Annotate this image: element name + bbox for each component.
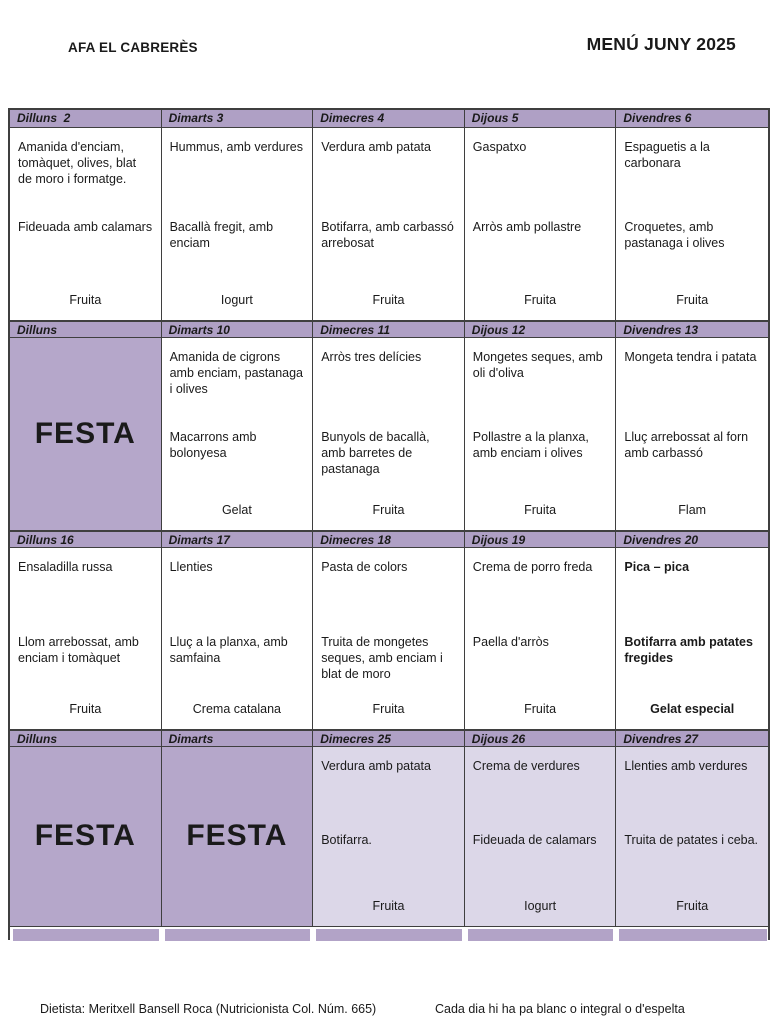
menu-cell (616, 548, 768, 729)
first-course-text: Mongetes seques, amb oli d'oliva (472, 350, 603, 380)
day-header-cell: Dimarts 17 (162, 530, 314, 548)
second-course-text: Paella d'arròs (472, 635, 549, 650)
bread-note: Cada dia hi ha pa blanc o integral o d'espelta (435, 1002, 685, 1016)
festa-label: FESTA (34, 819, 136, 853)
menu-cell (313, 747, 465, 927)
menu-month-title: MENÚ JUNY 2025 (586, 34, 736, 54)
second-course-text: Botifarra. (321, 833, 372, 848)
first-course-text: Crema de verdures (472, 759, 580, 773)
first-course-text: Ensaladilla russa (18, 560, 113, 574)
menu-cell (162, 128, 314, 320)
bottom-band-bar (468, 929, 614, 941)
dessert-text: Fruita (372, 293, 405, 307)
menu-cell (10, 128, 162, 320)
organization-title: AFA EL CABRERÈS (68, 40, 198, 55)
dessert-text: Fruita (676, 899, 709, 913)
dessert-text: Fruita (69, 293, 102, 307)
first-course-text: Amanida d'enciam, tomàquet, olives, blat de moro i formatge. (18, 140, 137, 186)
second-course-text: Lluç arrebossat al forn amb carbassó (624, 430, 749, 461)
bottom-band-cell (465, 927, 617, 942)
dessert-text: Fruita (524, 503, 557, 517)
menu-cell (465, 128, 617, 320)
second-course-text: Truita de mongetes seques, amb enciam i blat de moro (321, 635, 443, 682)
day-header-cell: Dilluns 2 (10, 110, 162, 128)
menu-cell (313, 338, 465, 530)
first-course-text: Llenties amb verdures (624, 759, 748, 773)
dessert-text: Fruita (372, 899, 405, 913)
first-course-text: Pasta de colors (321, 560, 408, 574)
menu-cell (162, 548, 314, 729)
festa-cell (162, 747, 314, 927)
first-course-text: Pica – pica (624, 560, 690, 574)
menu-cell (465, 548, 617, 729)
second-course-text: Botifarra, amb carbassó arrebosat (321, 220, 454, 251)
first-course-text: Hummus, amb verdures (169, 140, 303, 154)
dessert-text: Iogurt (524, 899, 557, 913)
first-course-text: Gaspatxo (472, 140, 527, 154)
festa-label: FESTA (186, 819, 288, 853)
menu-cell (313, 128, 465, 320)
festa-label: FESTA (34, 416, 136, 450)
first-course-text: Verdura amb patata (321, 140, 431, 154)
second-course-text: Lluç a la planxa, amb samfaina (169, 635, 288, 666)
second-course-text: Pollastre a la planxa, amb enciam i olives (472, 430, 589, 461)
dessert-text: Fruita (69, 702, 102, 716)
second-course-text: Llom arrebossat, amb enciam i tomàquet (18, 635, 139, 666)
day-header-cell: Divendres 6 (616, 110, 768, 128)
day-header-cell: Dimecres 18 (313, 530, 465, 548)
bottom-band-bar (619, 929, 767, 941)
second-course-text: Croquetes, amb pastanaga i olives (624, 220, 725, 251)
bottom-band-bar (165, 929, 311, 941)
menu-cell (10, 548, 162, 729)
dessert-text: Gelat (221, 503, 252, 517)
day-header-cell: Dimecres 4 (313, 110, 465, 128)
dessert-text: Crema catalana (192, 702, 282, 716)
second-course-text: Bunyols de bacallà, amb barretes de pastanaga (321, 430, 430, 477)
festa-cell (10, 338, 162, 530)
dietitian-note: Dietista: Meritxell Bansell Roca (Nutricionista Col. Núm. 665) (40, 1002, 377, 1016)
menu-cell (616, 128, 768, 320)
day-header-cell: Dijous 26 (465, 729, 617, 747)
day-header-cell: Divendres 27 (616, 729, 768, 747)
menu-cell (313, 548, 465, 729)
bottom-band-bar (316, 929, 462, 941)
menu-table (8, 108, 770, 940)
festa-cell (10, 747, 162, 927)
day-header-cell: Dimecres 25 (313, 729, 465, 747)
day-header-cell: Dilluns (10, 729, 162, 747)
second-course-text: Arròs amb pollastre (472, 220, 582, 235)
menu-cell (162, 338, 314, 530)
second-course-text: Truita de patates i ceba. (624, 833, 759, 848)
day-header-cell: Dimecres 11 (313, 320, 465, 338)
day-header-cell: Dijous 12 (465, 320, 617, 338)
menu-cell (616, 338, 768, 530)
day-header-cell: Dimarts (162, 729, 314, 747)
dessert-text: Gelat especial (650, 702, 735, 716)
day-header-cell: Divendres 20 (616, 530, 768, 548)
dessert-text: Fruita (372, 702, 405, 716)
menu-cell (465, 338, 617, 530)
day-header-cell: Dijous 19 (465, 530, 617, 548)
bottom-band-cell (616, 927, 768, 942)
day-header-cell: Dimarts 10 (162, 320, 314, 338)
day-header-cell: Dijous 5 (465, 110, 617, 128)
day-header-cell: Divendres 13 (616, 320, 768, 338)
first-course-text: Verdura amb patata (321, 759, 431, 773)
bottom-band-bar (13, 929, 159, 941)
dessert-text: Iogurt (220, 293, 253, 307)
menu-cell (616, 747, 768, 927)
menu-cell (465, 747, 617, 927)
first-course-text: Arròs tres delícies (321, 350, 422, 364)
first-course-text: Llenties (169, 560, 213, 574)
bottom-band-cell (162, 927, 314, 942)
bottom-band-cell (10, 927, 162, 942)
day-header-cell: Dilluns 16 (10, 530, 162, 548)
second-course-text: Fideuada amb calamars (18, 220, 153, 235)
bottom-band-cell (313, 927, 465, 942)
dessert-text: Fruita (372, 503, 405, 517)
second-course-text: Fideuada de calamars (472, 833, 597, 848)
dessert-text: Fruita (524, 293, 557, 307)
day-header-cell: Dimarts 3 (162, 110, 314, 128)
second-course-text: Macarrons amb bolonyesa (169, 430, 257, 461)
first-course-text: Mongeta tendra i patata (624, 350, 757, 364)
second-course-text: Bacallà fregit, amb enciam (169, 220, 274, 251)
second-course-text: Botifarra amb patates fregides (624, 635, 753, 666)
day-header-cell: Dilluns (10, 320, 162, 338)
first-course-text: Espaguetis a la carbonara (624, 140, 710, 170)
dessert-text: Fruita (676, 293, 709, 307)
dessert-text: Flam (678, 503, 707, 517)
dessert-text: Fruita (524, 702, 557, 716)
first-course-text: Crema de porro freda (472, 560, 593, 574)
first-course-text: Amanida de cigrons amb enciam, pastanaga i olives (169, 350, 304, 396)
